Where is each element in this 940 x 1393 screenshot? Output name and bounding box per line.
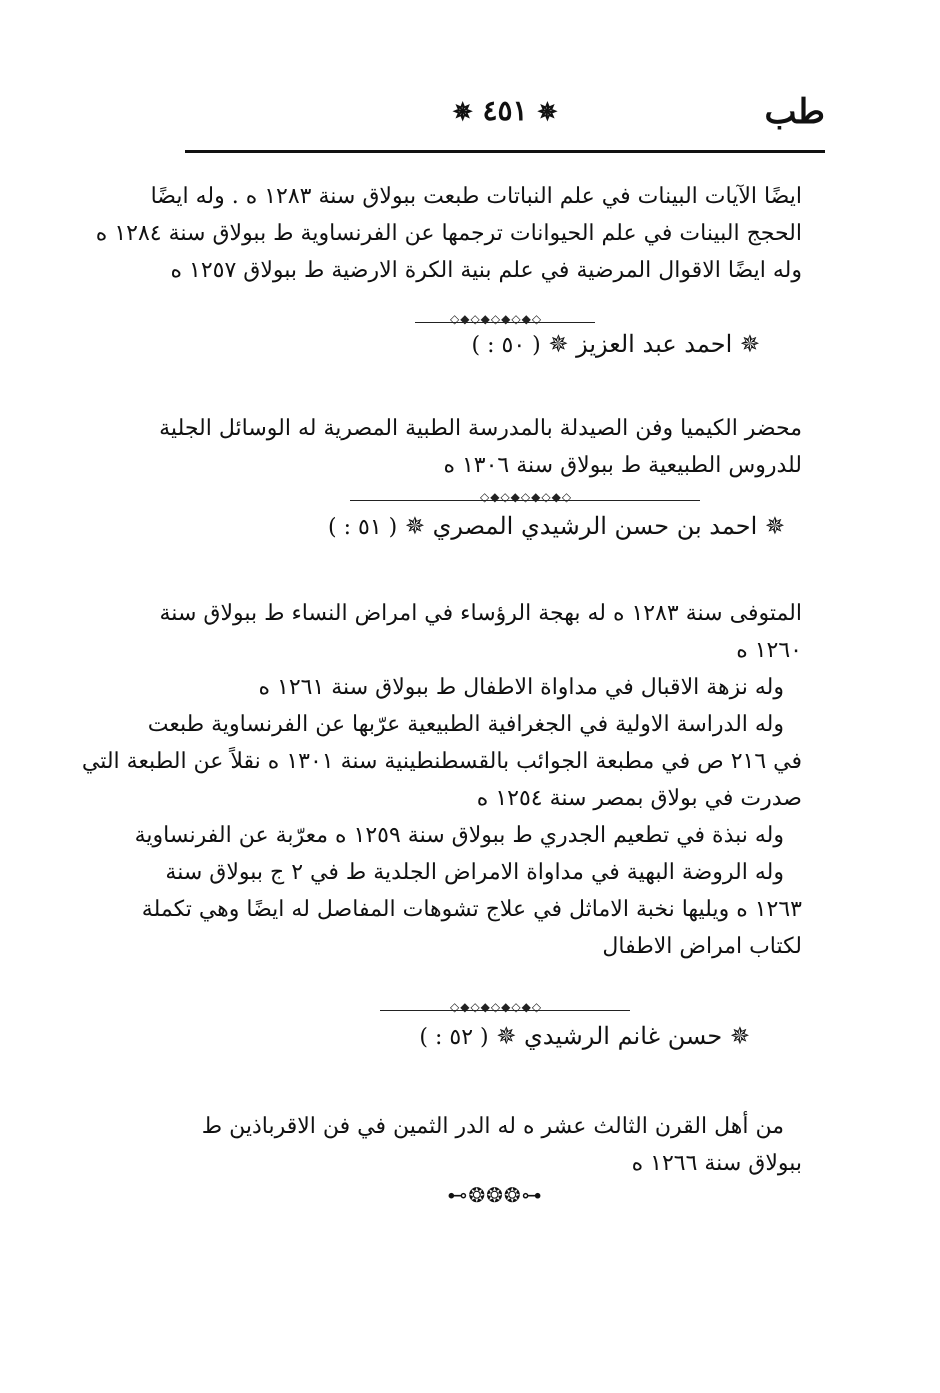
star-ornament-icon: ✵	[548, 330, 569, 358]
text-line: ١٢٦٣ ه ويليها نخبة الاماثل في علاج تشوهات المفاصل له ايضًا وهي تكملة	[141, 897, 802, 922]
star-ornament-icon: ✵	[404, 512, 425, 540]
entry-number: ( ٥٠ : )	[471, 333, 541, 358]
header-rule	[185, 150, 825, 153]
text-line: صدرت في بولاق بمصر سنة ١٢٥٤ ه	[476, 786, 802, 811]
paragraph-block-3	[81, 595, 802, 965]
text-line: وله الدراسة الاولية في الجغرافية الطبيعية عرّبها عن الفرنساوية طبعت	[147, 712, 784, 737]
text-line: وله ايضًا الاقوال المرضية في علم بنية الكرة الارضية ط ببولاق ١٢٥٧ ه	[170, 258, 802, 283]
text-line: في ٢١٦ ص في مطبعة الجوائب بالقسطنطينية سنة ١٣٠١ ه نقلاً عن الطبعة التي	[81, 749, 802, 774]
divider-ornament: ◇◆◇◆◇◆◇◆◇	[450, 312, 543, 326]
entry-number: ( ٥١ : )	[328, 515, 398, 540]
text-line: ببولاق سنة ١٢٦٦ ه	[631, 1151, 802, 1176]
page-header	[185, 92, 825, 142]
entry-name: احمد عبد العزيز	[576, 330, 733, 358]
paragraph-block-1	[95, 178, 802, 289]
divider-ornament: ◇◆◇◆◇◆◇◆◇	[450, 1000, 543, 1014]
text-line: محضر الكيميا وفن الصيدلة بالمدرسة الطبية المصرية له الوسائل الجلية	[159, 416, 802, 441]
star-ornament-icon: ✵	[537, 97, 558, 126]
text-line: وله الروضة البهية في مداواة الامراض الجلدية ط في ٢ ج ببولاق سنة	[165, 860, 784, 885]
text-line: ايضًا الآيات البينات في علم النباتات طبعت ببولاق سنة ١٢٨٣ ه . وله ايضًا	[150, 184, 802, 209]
entry-name: حسن غانم الرشيدي	[524, 1022, 723, 1050]
page-number: ٤٥١	[482, 94, 528, 127]
entry-heading-51	[315, 512, 785, 552]
text-line: الحجج البينات في علم الحيوانات ترجمها عن الفرنساوية ط ببولاق سنة ١٢٨٤ ه	[95, 221, 802, 246]
star-ornament-icon: ✵	[452, 97, 473, 126]
text-line: وله نزهة الاقبال في مداواة الاطفال ط ببولاق سنة ١٢٦١ ه	[258, 675, 784, 700]
end-ornament: ⊷❂❂❂⊶	[447, 1183, 543, 1207]
section-label: طب	[764, 92, 825, 132]
star-ornament-icon: ✵	[739, 330, 760, 358]
star-ornament-icon: ✵	[764, 512, 785, 540]
paragraph-block-4	[182, 1108, 802, 1182]
text-line: لكتاب امراض الاطفال	[602, 934, 802, 959]
entry-name: احمد بن حسن الرشيدي المصري	[432, 512, 758, 540]
divider-ornament: ◇◆◇◆◇◆◇◆◇	[480, 490, 573, 504]
entry-heading-50	[340, 330, 760, 370]
text-line: المتوفى سنة ١٢٨٣ ه له بهجة الرؤساء في امراض النساء ط ببولاق سنة	[159, 601, 802, 626]
star-ornament-icon: ✵	[496, 1022, 517, 1050]
star-ornament-icon: ✵	[729, 1022, 750, 1050]
text-line: من أهل القرن الثالث عشر ه له الدر الثمين في فن الاقرباذين ط	[201, 1114, 784, 1139]
entry-heading-52	[350, 1022, 750, 1062]
text-line: وله نبذة في تطعيم الجدري ط ببولاق سنة ١٢٥٩ ه معرّبة عن الفرنساوية	[134, 823, 784, 848]
text-line: للدروس الطبيعية ط ببولاق سنة ١٣٠٦ ه	[443, 453, 802, 478]
paragraph-block-2	[159, 410, 802, 484]
entry-number: ( ٥٢ : )	[419, 1025, 489, 1050]
page-number-group	[445, 94, 565, 127]
text-line: ١٢٦٠ ه	[736, 638, 802, 663]
